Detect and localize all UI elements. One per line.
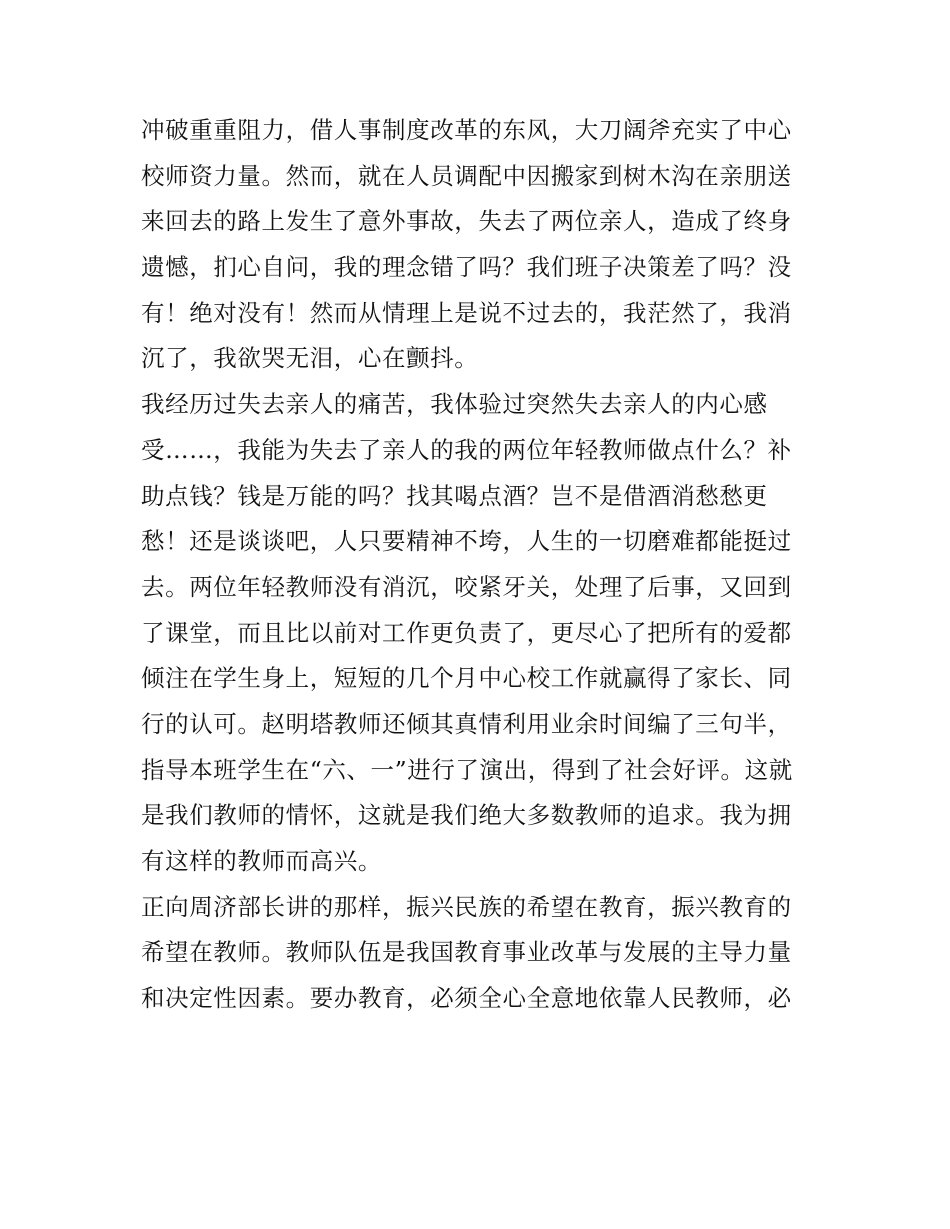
text-line: 是我们教师的情怀，这就是我们绝大多数教师的追求。我为拥 [141,801,792,830]
text-line: 愁！还是谈谈吧，人只要精神不垮，人生的一切磨难都能挺过 [141,527,792,556]
text-line: 校师资力量。然而，就在人员调配中因搬家到树木沟在亲朋送 [141,161,792,190]
body-text [141,108,821,1022]
text-line: 有！绝对没有！然而从情理上是说不过去的，我茫然了，我消 [141,298,792,327]
text-line: 助点钱？钱是万能的吗？找其喝点酒？岂不是借酒消愁愁更 [141,481,768,510]
text-line: 来回去的路上发生了意外事故，失去了两位亲人，造成了终身 [141,207,792,236]
text-line: 倾注在学生身上，短短的几个月中心校工作就赢得了家长、同 [141,664,792,693]
text-line: 遗憾，扪心自问，我的理念错了吗？我们班子决策差了吗？没 [141,253,792,282]
text-line: 我经历过失去亲人的痛苦，我体验过突然失去亲人的内心感 [141,390,768,419]
text-line: 和决定性因素。要办教育，必须全心全意地依靠人民教师，必 [141,984,792,1013]
text-line: 受……，我能为失去了亲人的我的两位年轻教师做点什么？补 [141,435,792,464]
text-line: 有这样的教师而高兴。 [141,847,382,875]
text-line: 希望在教师。教师队伍是我国教育事业改革与发展的主导力量 [141,938,792,967]
text-line: 行的认可。赵明塔教师还倾其真情利用业余时间编了三句半， [141,709,792,738]
text-line: 沉了，我欲哭无泪，心在颤抖。 [141,344,479,373]
text-line: 正向周济部长讲的那样，振兴民族的希望在教育，振兴教育的 [141,892,792,921]
text-line: 指导本班学生在“六、一”进行了演出，得到了社会好评。这就 [141,755,793,784]
text-line: 去。两位年轻教师没有消沉，咬紧牙关，处理了后事，又回到 [141,572,792,601]
text-line: 冲破重重阻力，借人事制度改革的东风，大刀阔斧充实了中心 [141,116,792,144]
text-line: 了课堂，而且比以前对工作更负责了，更尽心了把所有的爱都 [141,618,792,647]
